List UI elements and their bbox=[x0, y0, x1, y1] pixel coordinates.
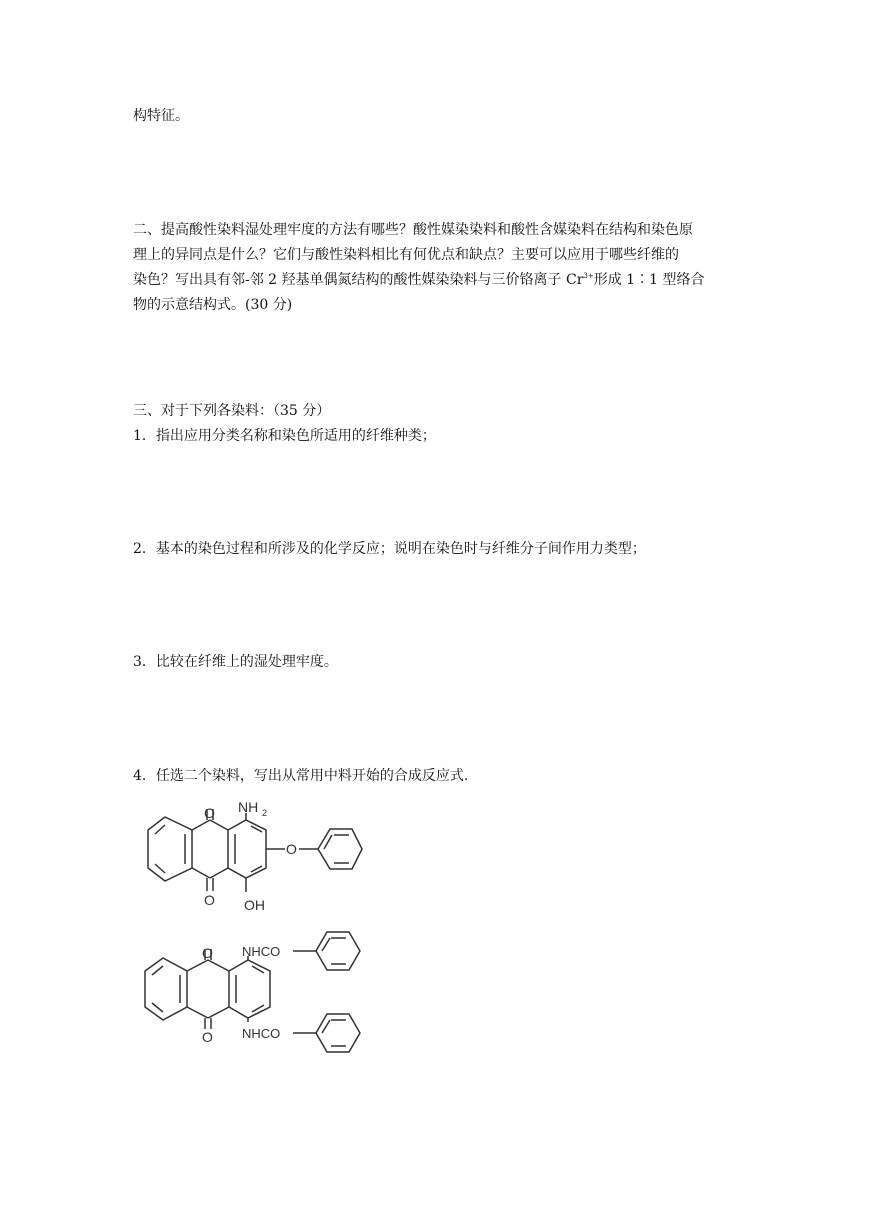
question-2 bbox=[133, 218, 743, 318]
structure-2-amide-top: NHCO bbox=[242, 944, 281, 959]
question-2-text: 形成 1∶1 型络合 bbox=[593, 272, 705, 288]
structure-2-amide-bottom: NHCO bbox=[242, 1026, 281, 1041]
question-2-line: 二、提高酸性染料湿处理牢度的方法有哪些？酸性媒染染料和酸性含媒染料在结构和染色原 bbox=[133, 222, 693, 238]
dye-structure-2 bbox=[135, 925, 375, 1055]
continuation-text: 构特征。 bbox=[133, 108, 189, 124]
structure-1-bonds bbox=[148, 809, 362, 892]
dye-structure-1 bbox=[135, 800, 375, 920]
question-3-item-1: 1．指出应用分类名称和染色所适用的纤维种类； bbox=[133, 428, 436, 444]
question-2-line: 理上的异同点是什么？它们与酸性染料相比有何优点和缺点？主要可以应用于哪些纤维的 bbox=[133, 247, 679, 263]
structure-1-hydroxy-label: OH bbox=[244, 897, 265, 913]
structure-1-amino-label: NH bbox=[238, 800, 259, 815]
question-3-heading: 三、对于下列各染料：（35 分） bbox=[133, 403, 331, 419]
question-3-item-4: 4．任选二个染料，写出从常用中料开始的合成反应式. bbox=[133, 768, 469, 784]
structure-1-carbonyl-bottom: O bbox=[204, 892, 215, 908]
question-2-line bbox=[133, 268, 743, 293]
question-3-item-3: 3．比较在纤维上的湿处理牢度。 bbox=[133, 654, 338, 670]
structure-2-carbonyl-top: O bbox=[202, 945, 213, 961]
structure-2-carbonyl-bottom: O bbox=[202, 1029, 213, 1045]
structure-1-amino-subscript: 2 bbox=[262, 808, 268, 818]
structure-1-carbonyl-top: O bbox=[204, 805, 215, 821]
question-3-item-2: 2．基本的染色过程和所涉及的化学反应；说明在染色时与纤维分子间作用力类型； bbox=[133, 541, 646, 557]
structure-1-ether-oxygen: O bbox=[286, 841, 297, 857]
charge-superscript: 3+ bbox=[583, 272, 594, 280]
question-2-text: 染色？写出具有邻-邻 2 羟基单偶氮结构的酸性媒染染料与三价铬离子 Cr bbox=[133, 272, 584, 288]
question-2-line: 物的示意结构式。(30 分) bbox=[133, 297, 293, 313]
